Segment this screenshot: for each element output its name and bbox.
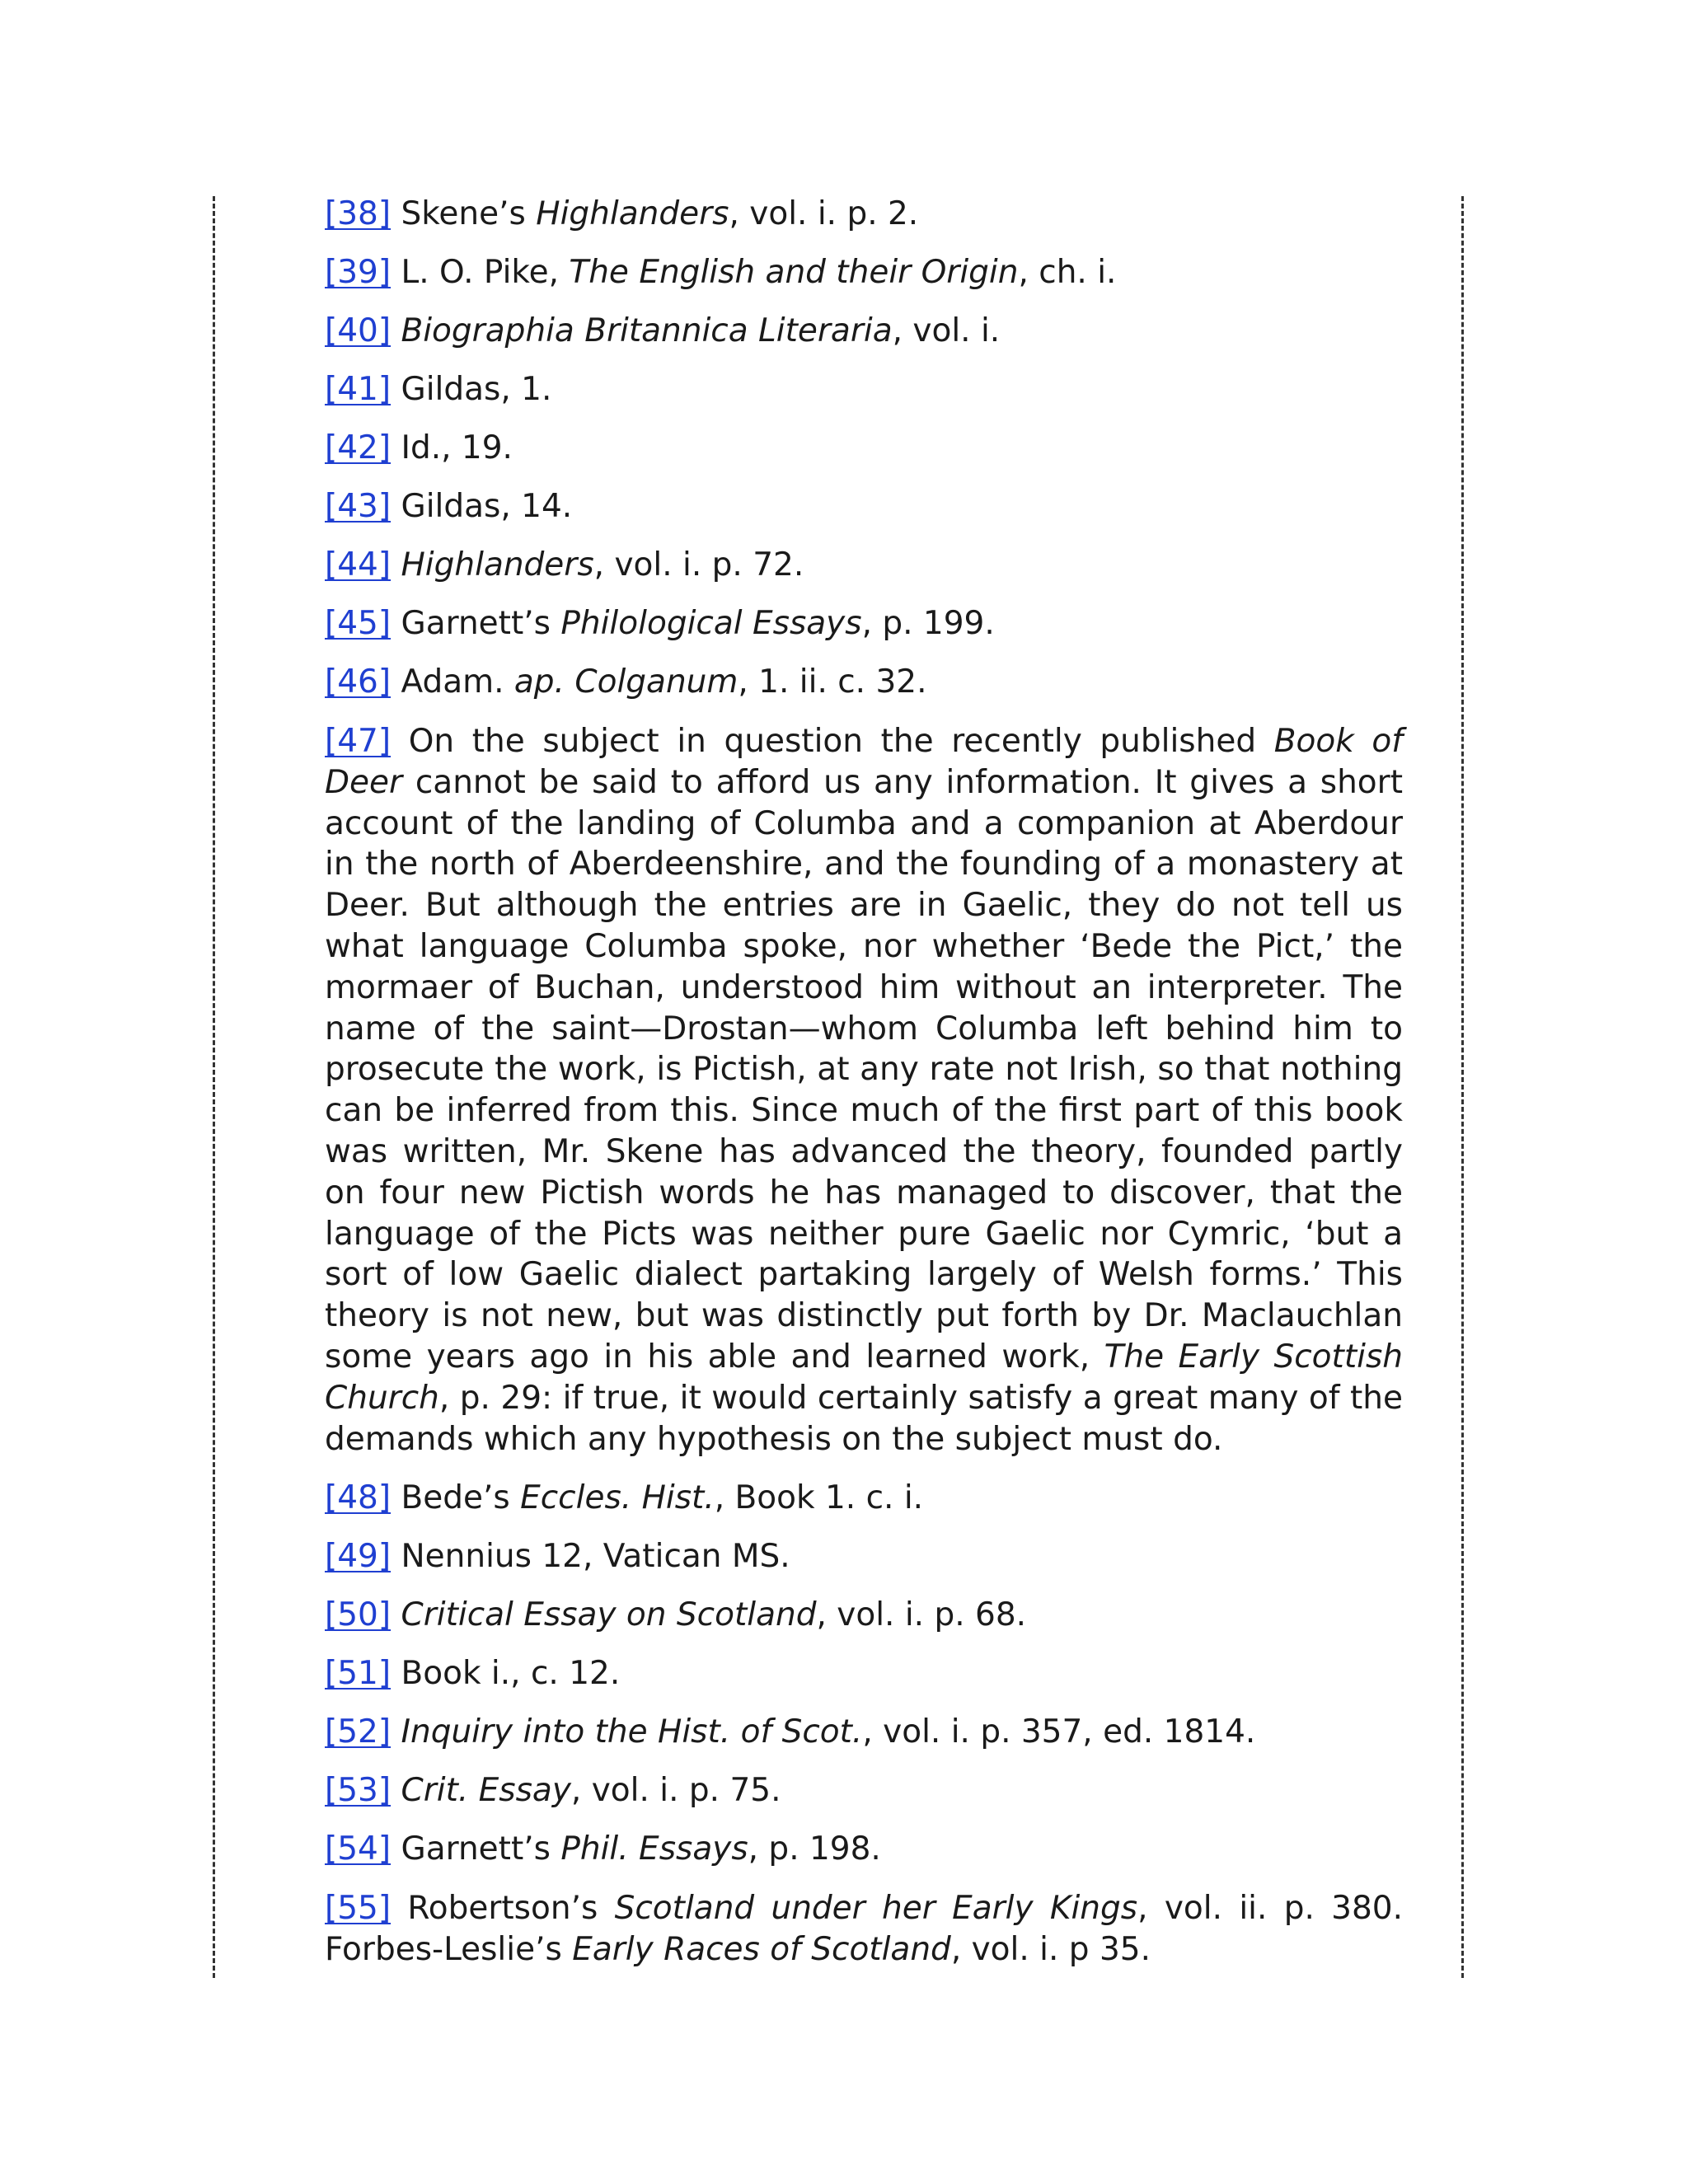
footnote-ref-46[interactable]: [46] [325, 663, 392, 701]
footnote-ref-50[interactable]: [50] [325, 1596, 392, 1634]
footnote-53: [53] Crit. Essay, vol. i. p. 75. [325, 1772, 781, 1810]
footnote-ref-41[interactable]: [41] [325, 371, 392, 408]
footnote-45: [45] Garnett’s Philological Essays, p. 199. [325, 605, 995, 642]
footnote-ref-54[interactable]: [54] [325, 1830, 392, 1868]
footnote-51: [51] Book i., c. 12. [325, 1655, 621, 1693]
footnote-ref-44[interactable]: [44] [325, 546, 392, 583]
footnote-ref-51[interactable]: [51] [325, 1655, 392, 1693]
footnote-ref-52[interactable]: [52] [325, 1713, 392, 1751]
footnote-ref-39[interactable]: [39] [325, 254, 392, 291]
footnote-40: [40] Biographia Britannica Literaria, vol. i. [325, 312, 1001, 349]
footnote-41: [41] Gildas, 1. [325, 371, 552, 408]
footnote-46: [46] Adam. ap. Colganum, 1. ii. c. 32. [325, 663, 927, 701]
footnotes-list [325, 194, 1403, 1990]
footnote-ref-48[interactable]: [48] [325, 1479, 392, 1517]
footnote-42: [42] Id., 19. [325, 429, 513, 466]
footnote-38: [38] Skene’s Highlanders, vol. i. p. 2. [325, 195, 919, 232]
footnote-43: [43] Gildas, 14. [325, 488, 573, 525]
footnote-44: [44] Highlanders, vol. i. p. 72. [325, 546, 804, 583]
footnote-ref-42[interactable]: [42] [325, 429, 392, 466]
footnote-50: [50] Critical Essay on Scotland, vol. i. p. 68. [325, 1596, 1027, 1634]
footnote-49: [49] Nennius 12, Vatican MS. [325, 1538, 790, 1576]
footnote-ref-55[interactable]: [55] [325, 1890, 392, 1928]
footnote-ref-49[interactable]: [49] [325, 1538, 392, 1576]
footnote-54: [54] Garnett’s Phil. Essays, p. 198. [325, 1830, 881, 1868]
footnote-ref-43[interactable]: [43] [325, 488, 392, 525]
footnote-ref-45[interactable]: [45] [325, 605, 392, 642]
footnote-55: [55] Robertson’s Scotland under her Early Kings, vol. ii. p. 380. Forbes-Leslie’s Early Races of Scotland, vol. i. p 35. [325, 1890, 1404, 1969]
footnote-39: [39] L. O. Pike, The English and their Origin, ch. i. [325, 254, 1117, 291]
footnote-ref-40[interactable]: [40] [325, 312, 392, 349]
footnote-ref-47[interactable]: [47] [325, 723, 392, 760]
footnote-47: [47] On the subject in question the recently published Book of Deer cannot be said to afford us any information. It gives a short account of the landing of Columba and a companion at Aberdour in the north of Aberdeenshire, and the founding of a monastery at Deer. But although the entries are in Gaelic, they do not tell us what language Columba spoke, nor whether ‘Bede the Pict,’ the mormaer of Buchan, understood him without an interpreter. The name of the saint—Drostan—whom Columba left behind him to prosecute the work, is Pictish, at any rate not Irish, so that nothing can be inferred from this. Since much of the first part of this book was written, Mr. Skene has advanced the theory, founded partly on four new Pictish words he has managed to discover, that the language of the Picts was neither pure Gaelic nor Cymric, ‘but a sort of low Gaelic dialect partaking largely of Welsh forms.’ This theory is not new, but was distinctly put forth by Dr. Maclauchlan some years ago in his able and learned work, The Early Scottish Church, p. 29: if true, it would certainly satisfy a great many of the demands which any hypothesis on the subject must do. [325, 723, 1403, 1458]
footnote-52: [52] Inquiry into the Hist. of Scot., vol. i. p. 357, ed. 1814. [325, 1713, 1256, 1751]
footnote-48: [48] Bede’s Eccles. Hist., Book 1. c. i. [325, 1479, 924, 1517]
footnote-ref-53[interactable]: [53] [325, 1772, 392, 1810]
footnote-ref-38[interactable]: [38] [325, 195, 392, 232]
